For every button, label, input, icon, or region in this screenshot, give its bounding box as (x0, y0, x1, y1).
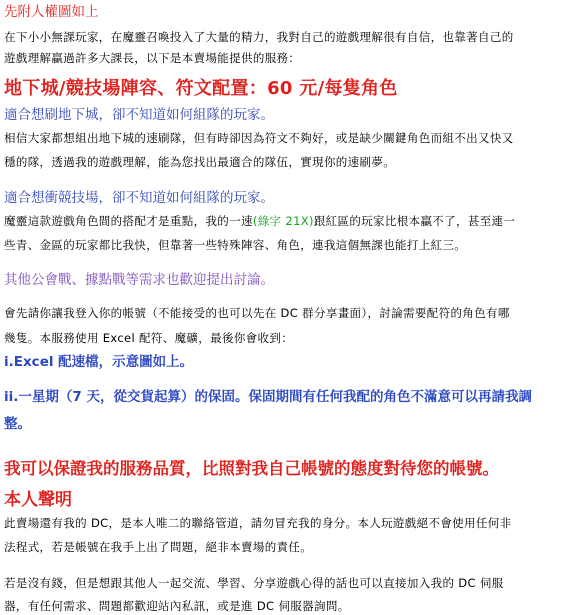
process-line-2: 幾隻。本服務使用 Excel 配符、魔礦，最後你會收到： (4, 331, 294, 345)
statement-heading: 本人聲明 (4, 490, 72, 510)
arena-highlight-speed: (綠字 21X) (252, 214, 314, 228)
other-needs-heading: 其他公會戰、據點戰等需求也歡迎提出討論。 (4, 272, 274, 288)
intro-line-1: 在下小小無課玩家，在魔靈召喚投入了大量的精力，我對自己的遊戲理解很有自信，也靠著自己的 (4, 30, 514, 44)
intro-line-2: 遊戲理解贏過許多大課長，以下是本賣場能提供的服務： (4, 51, 301, 65)
closing-line-1: 若是沒有錢，但是想跟其他人一起交流、學習、分享遊戲心得的話也可以直接加入我的 DC 伺服 (4, 576, 504, 590)
arena-line-1-post: 跟紅區的玩家比根本贏不了，甚至連一 (313, 214, 516, 228)
deliverable-warranty-line-2: 整。 (4, 416, 31, 432)
deliverable-warranty-line-1: ii.一星期（7 天，從交貨起算）的保固。保固期間有任何我配的角色不滿意可以再請我調 (4, 389, 532, 405)
statement-line-2: 法程式，若是帳號在我手上出了問題，絕非本賣場的責任。 (4, 540, 313, 554)
statement-line-1: 此賣場還有我的 DC，是本人唯二的聯絡管道，請勿冒充我的身分。本人玩遊戲絕不會使用任何非 (4, 516, 512, 530)
price-headline: 地下城/競技場陣容、符文配置：60 元/每隻角色 (4, 78, 398, 99)
dungeon-heading: 適合想刷地下城，卻不知道如何組隊的玩家。 (4, 107, 274, 123)
dungeon-line-1: 相信大家都想組出地下城的速刷隊，但有時卻因為符文不夠好，或是缺少關鍵角色而組不出又快又 (4, 131, 514, 145)
process-line-1: 會先請你讓我登入你的帳號（不能接受的也可以先在 DC 群分享畫面），討論需要配符的角色有哪 (4, 306, 510, 320)
service-guarantee: 我可以保證我的服務品質，比照對我自己帳號的態度對待您的帳號。 (4, 459, 499, 478)
closing-line-2: 器，有任何需求、問題都歡迎站內私訊，或是進 DC 伺服器詢問。 (4, 599, 350, 613)
attached-image-note: 先附人權圖如上 (4, 4, 99, 20)
arena-line-2: 些青、金區的玩家都比我快，但靠著一些特殊陣容、角色，連我這個無課也能打上紅三。 (4, 238, 467, 252)
dungeon-line-2: 穩的隊，透過我的遊戲理解，能為您找出最適合的隊伍，實現你的速刷夢。 (4, 155, 396, 169)
arena-line-1-pre: 魔靈這款遊戲角色間的搭配才是重點，我的一速 (4, 214, 253, 228)
deliverable-excel: i.Excel 配速檔，示意圖如上。 (4, 354, 194, 370)
arena-line-1 (4, 213, 577, 229)
arena-heading: 適合想衝競技場，卻不知道如何組隊的玩家。 (4, 190, 274, 206)
